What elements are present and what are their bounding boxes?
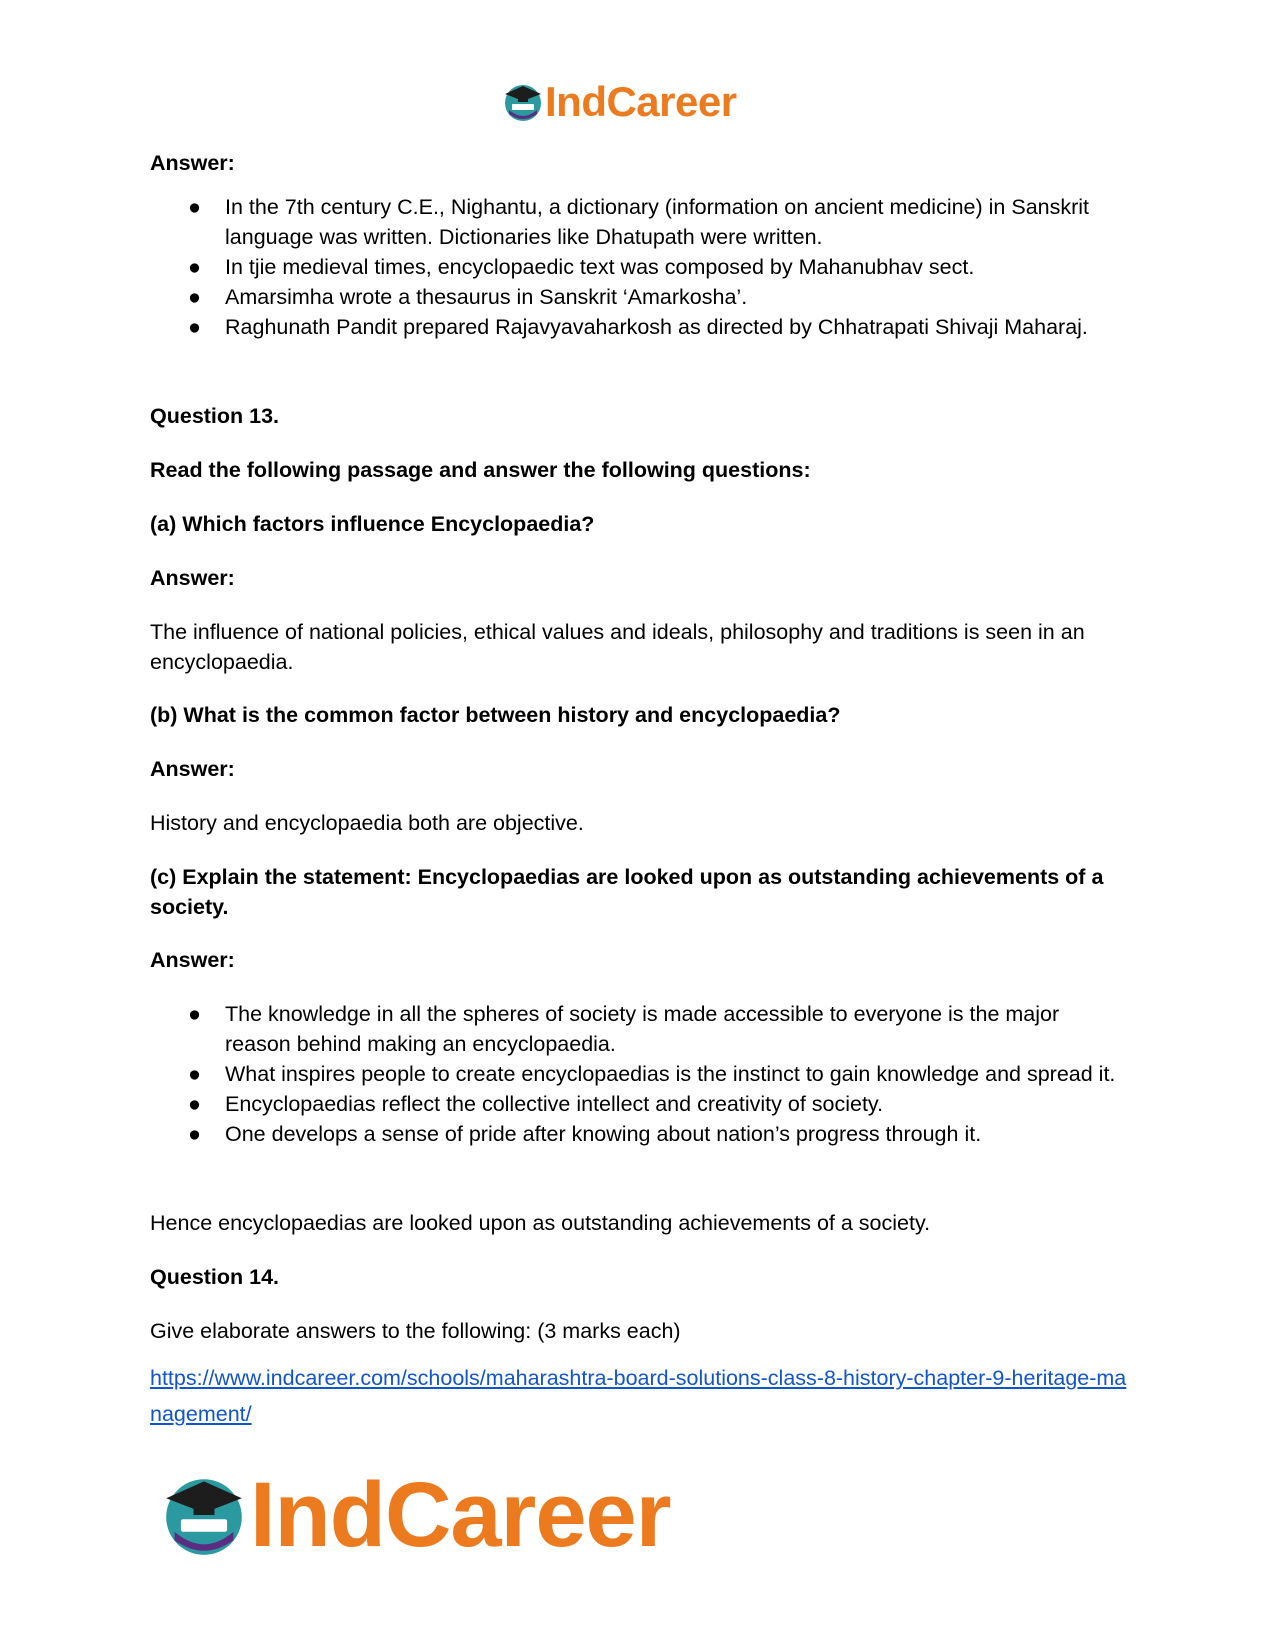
answer-bullet-list (150, 999, 1130, 1149)
list-item: ● What inspires people to create encyclopaedias is the instinct to gain knowledge and spread it. (188, 1062, 1116, 1086)
question-b: (b) What is the common factor between history and encyclopaedia? (150, 703, 841, 727)
list-item: ● In tjie medieval times, encyclopaedic text was composed by Mahanubhav sect. (188, 255, 975, 279)
question-c: (c) Explain the statement: Encyclopaedias are looked upon as outstanding achievements of a society. (150, 865, 1104, 919)
answer-label: Answer: (150, 566, 235, 590)
question-a: (a) Which factors influence Encyclopaedia? (150, 512, 595, 536)
source-link-container (150, 1360, 1130, 1432)
graduation-cap-globe-icon (162, 1473, 246, 1557)
list-item: ● Amarsimha wrote a thesaurus in Sanskrit ‘Amarkosha’. (188, 285, 748, 309)
answer-label: Answer: (150, 757, 235, 781)
list-item: ● Encyclopaedias reflect the collective intellect and creativity of society. (188, 1092, 884, 1116)
list-item: ● One develops a sense of pride after knowing about nation’s progress through it. (188, 1122, 982, 1146)
list-item: ● In the 7th century C.E., Nighantu, a dictionary (information on ancient medicine) in Sanskrit language was written. Dictionaries like Dhatupath were written. (188, 195, 1090, 249)
brand-name: IndCareer (250, 1463, 671, 1566)
list-item: ● The knowledge in all the spheres of society is made accessible to everyone is the major reason behind making an encyclopaedia. (188, 1002, 1060, 1056)
answer-label: Answer: (150, 948, 235, 972)
indcareer-logo-header (503, 78, 737, 126)
question-13-heading: Question 13. (150, 404, 280, 428)
question-14-heading: Question 14. (150, 1265, 280, 1289)
list-item: ● Raghunath Pandit prepared Rajavyavaharkosh as directed by Chhatrapati Shivaji Maharaj. (188, 315, 1088, 339)
answer-text: History and encyclopaedia both are objective. (150, 811, 584, 835)
source-link[interactable]: https://www.indcareer.com/schools/maharashtra-board-solutions-class-8-history-chapter-9-heritage-management/ (150, 1366, 1127, 1426)
brand-name: IndCareer (545, 78, 737, 125)
answer-text: The influence of national policies, ethical values and ideals, philosophy and traditions is seen in an encyclopaedia. (150, 620, 1085, 674)
indcareer-logo-footer (162, 1465, 671, 1565)
question-13-instruction: Read the following passage and answer the following questions: (150, 458, 811, 482)
question-14-instruction: Give elaborate answers to the following: (3 marks each) (150, 1319, 681, 1343)
answer-bullet-list (150, 192, 1130, 342)
conclusion-text: Hence encyclopaedias are looked upon as outstanding achievements of a society. (150, 1211, 931, 1235)
answer-label: Answer: (150, 151, 235, 175)
graduation-cap-globe-icon (503, 82, 543, 122)
